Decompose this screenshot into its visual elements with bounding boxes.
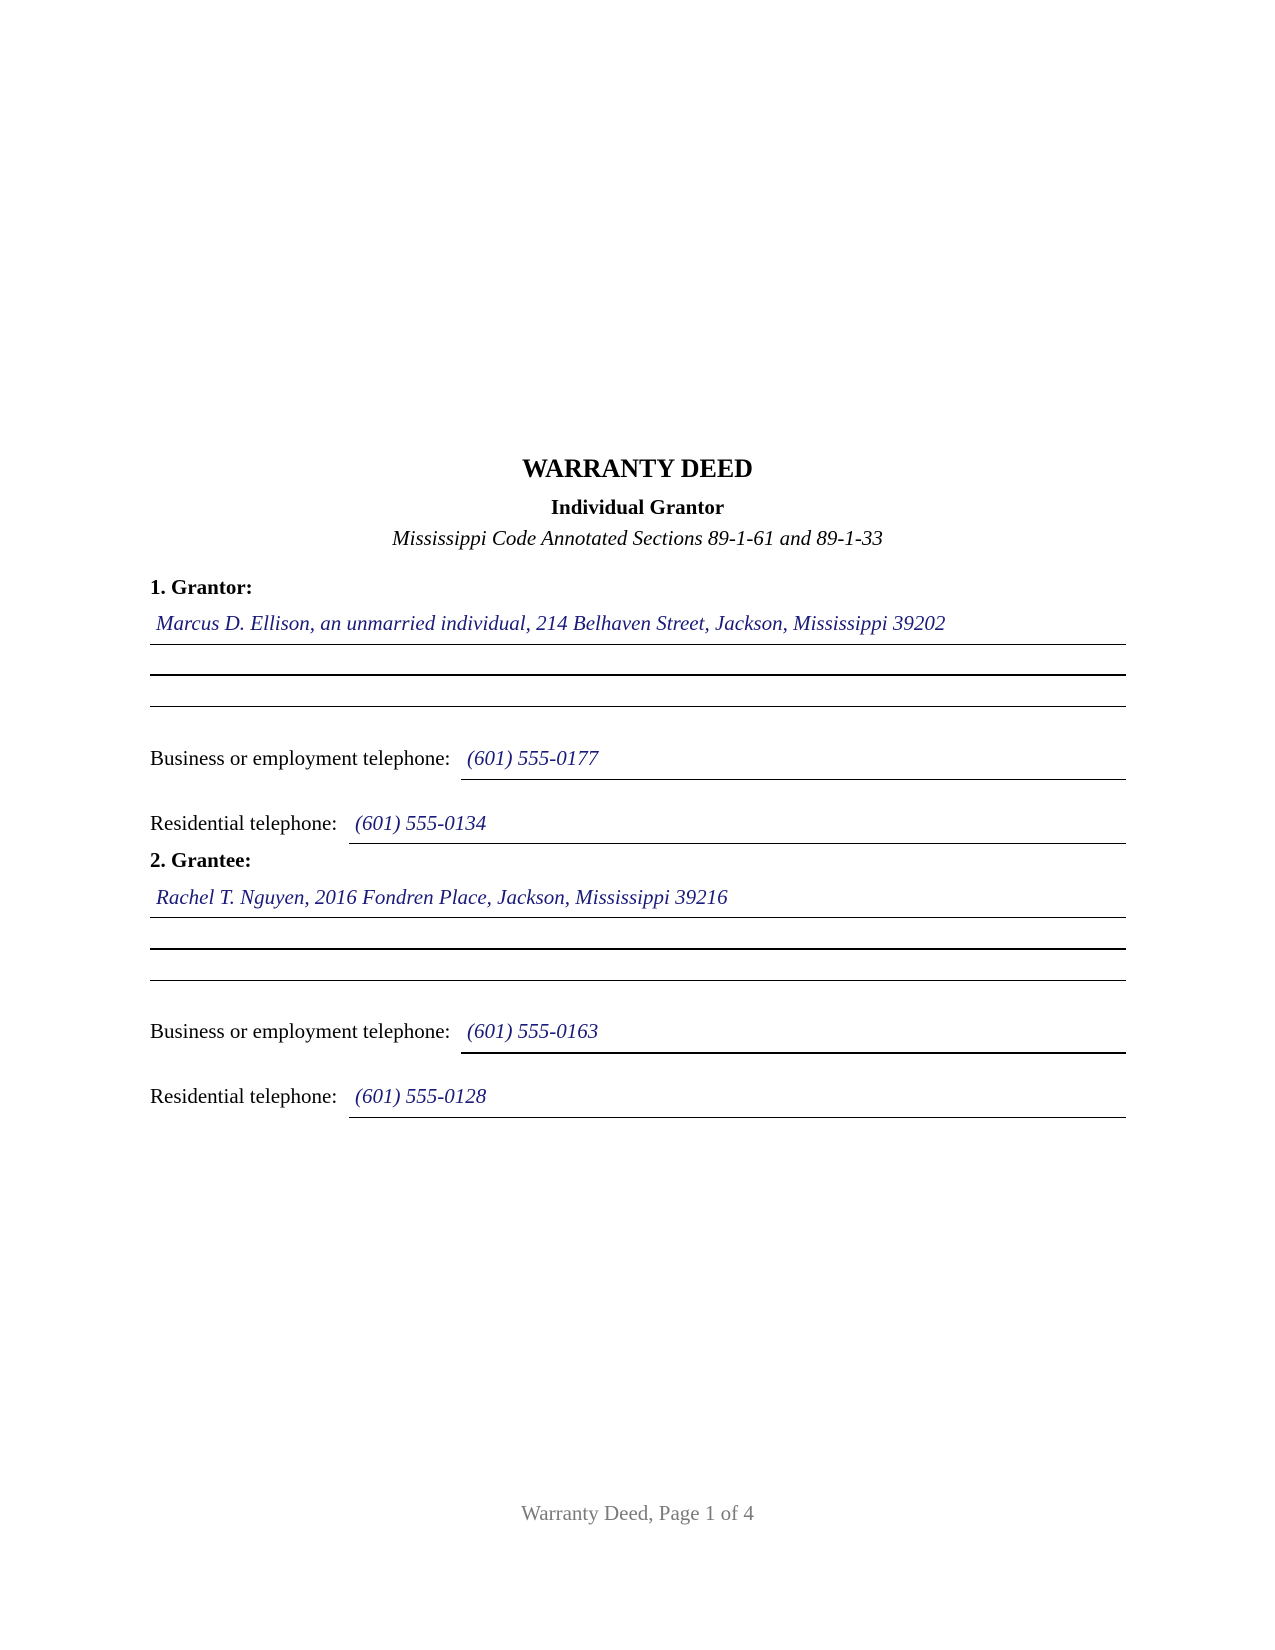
- grantor-line-1: [150, 644, 1126, 645]
- grantor-business-phone-label: Business or employment telephone:: [150, 746, 451, 770]
- grantee-residential-phone-field[interactable]: (601) 555-0128: [355, 1084, 487, 1108]
- grantee-line-2: [150, 948, 1126, 950]
- grantee-residential-phone-line: [349, 1117, 1126, 1118]
- grantee-business-phone-field[interactable]: (601) 555-0163: [467, 1019, 599, 1043]
- grantor-line-2: [150, 674, 1126, 676]
- grantor-name-address[interactable]: Marcus D. Ellison, an unmarried individual, 214 Belhaven Street, Jackson, Mississippi 39202: [156, 611, 946, 635]
- grantor-heading: 1. Grantor:: [150, 575, 253, 599]
- grantee-heading: 2. Grantee:: [150, 848, 252, 872]
- grantee-line-1: [150, 917, 1126, 918]
- grantee-business-phone-label: Business or employment telephone:: [150, 1019, 451, 1043]
- grantee-business-phone-line: [461, 1052, 1126, 1054]
- grantor-line-3: [150, 706, 1126, 707]
- grantee-name-address[interactable]: Rachel T. Nguyen, 2016 Fondren Place, Jackson, Mississippi 39216: [156, 885, 728, 909]
- grantor-business-phone-line: [461, 779, 1126, 780]
- document-subtitle: Individual Grantor: [550, 495, 725, 519]
- page-footer: Warranty Deed, Page 1 of 4: [521, 1501, 754, 1525]
- grantor-residential-phone-field[interactable]: (601) 555-0134: [355, 811, 487, 835]
- grantor-residential-phone-label: Residential telephone:: [150, 811, 338, 835]
- statute-citation: Mississippi Code Annotated Sections 89-1-61 and 89-1-33: [392, 526, 883, 550]
- grantee-residential-phone-label: Residential telephone:: [150, 1084, 338, 1108]
- grantor-business-phone-field[interactable]: (601) 555-0177: [467, 746, 599, 770]
- document-title: WARRANTY DEED: [522, 454, 753, 483]
- grantor-residential-phone-line: [349, 843, 1126, 844]
- grantee-line-3: [150, 980, 1126, 981]
